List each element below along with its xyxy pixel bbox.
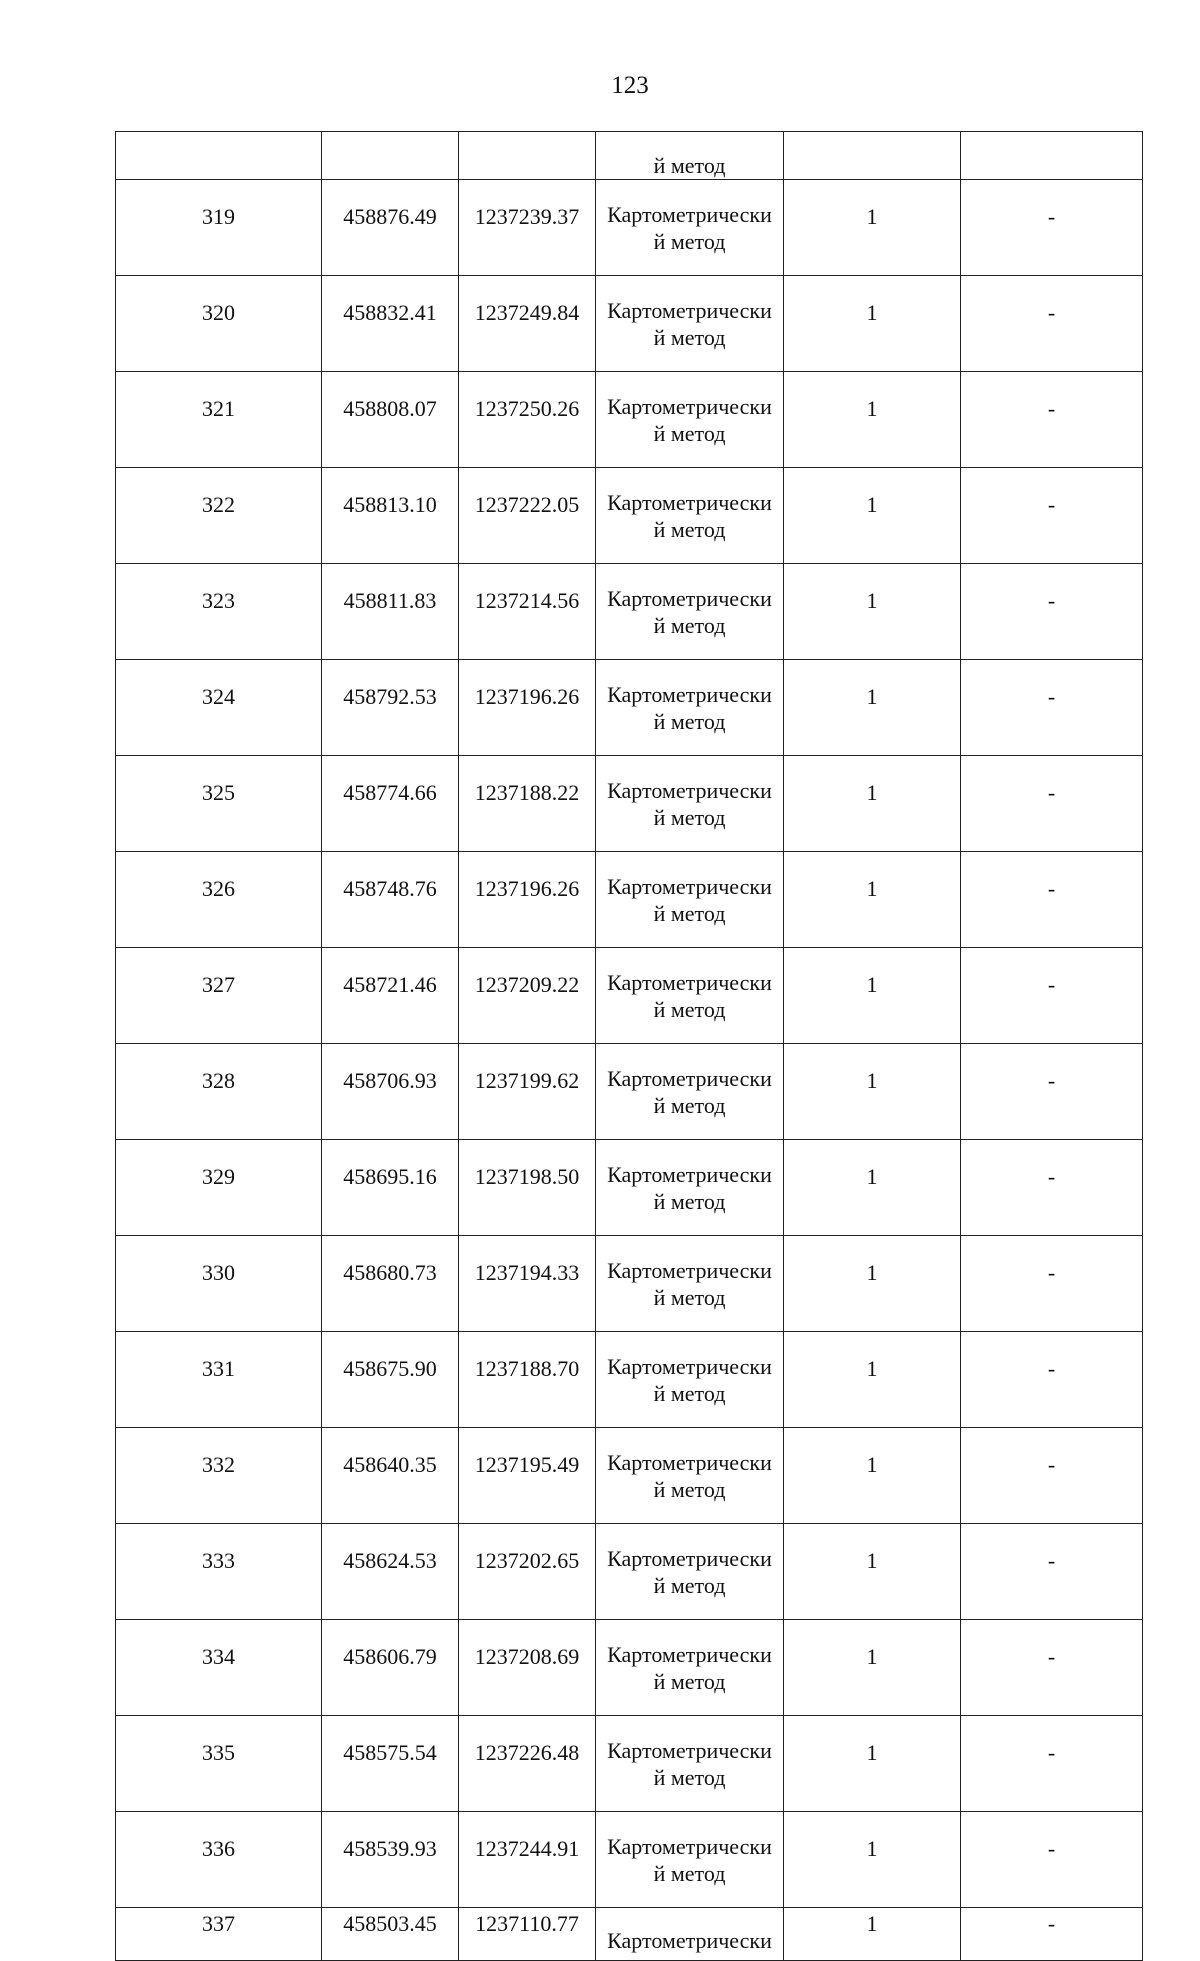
- method-text-line-1: Картометрически: [607, 1161, 772, 1187]
- cell-accuracy: 1: [784, 852, 961, 948]
- method-text-line-1: Картометрически: [607, 489, 772, 515]
- method-text-line-1: Картометрически: [607, 393, 772, 419]
- cell-x: 458575.54: [322, 1716, 459, 1812]
- cell-method: [596, 1812, 784, 1908]
- cell-x: 458680.73: [322, 1236, 459, 1332]
- cell-x: 458706.93: [322, 1044, 459, 1140]
- cell-y: 1237195.49: [459, 1428, 596, 1524]
- cell-accuracy: 1: [784, 660, 961, 756]
- cell-method: [596, 1140, 784, 1236]
- cell-accuracy: 1: [784, 1620, 961, 1716]
- table-row: [116, 948, 1143, 1044]
- cell-method: [596, 372, 784, 468]
- cell-point-id: 333: [116, 1524, 322, 1620]
- cell-x: 458811.83: [322, 564, 459, 660]
- cell-note: -: [961, 660, 1143, 756]
- cell-y: 1237110.77: [459, 1908, 596, 1961]
- cell-method: [596, 660, 784, 756]
- method-text-line-1: Картометрически: [607, 681, 772, 707]
- cell-y: 1237199.62: [459, 1044, 596, 1140]
- method-text-line-2: й метод: [653, 900, 726, 926]
- cell-note: [961, 132, 1143, 180]
- cell-point-id: 328: [116, 1044, 322, 1140]
- cell-point-id: 321: [116, 372, 322, 468]
- cell-method: [596, 1716, 784, 1812]
- cell-note: -: [961, 1044, 1143, 1140]
- cell-point-id: 324: [116, 660, 322, 756]
- cell-y: 1237202.65: [459, 1524, 596, 1620]
- page-number: 123: [611, 72, 649, 99]
- cell-note: -: [961, 1332, 1143, 1428]
- table-row: [116, 276, 1143, 372]
- cell-note: -: [961, 1524, 1143, 1620]
- cell-point-id: 332: [116, 1428, 322, 1524]
- method-text-line-2: й метод: [653, 1668, 726, 1694]
- cell-point-id: 325: [116, 756, 322, 852]
- cell-accuracy: 1: [784, 1428, 961, 1524]
- cell-y: 1237194.33: [459, 1236, 596, 1332]
- table-row: [116, 660, 1143, 756]
- cell-point-id: 336: [116, 1812, 322, 1908]
- table-row: [116, 1524, 1143, 1620]
- cell-accuracy: 1: [784, 1044, 961, 1140]
- cell-point-id: 337: [116, 1908, 322, 1961]
- cell-method: [596, 564, 784, 660]
- cell-x: 458832.41: [322, 276, 459, 372]
- cell-accuracy: 1: [784, 1908, 961, 1961]
- cell-method: [596, 276, 784, 372]
- cell-x: 458721.46: [322, 948, 459, 1044]
- cell-note: -: [961, 1908, 1143, 1961]
- table-row: [116, 1716, 1143, 1812]
- table-row-continued: [116, 132, 1143, 180]
- cell-y: 1237226.48: [459, 1716, 596, 1812]
- cell-point-id: 329: [116, 1140, 322, 1236]
- method-text-line-1: Картометрически: [607, 777, 772, 803]
- cell-y: 1237222.05: [459, 468, 596, 564]
- cell-point-id: 327: [116, 948, 322, 1044]
- cell-method: [596, 1236, 784, 1332]
- cell-point-id: 334: [116, 1620, 322, 1716]
- cell-method: [596, 1908, 784, 1961]
- table-row: [116, 756, 1143, 852]
- cell-x: 458640.35: [322, 1428, 459, 1524]
- cell-point-id: 319: [116, 180, 322, 276]
- cell-y: 1237208.69: [459, 1620, 596, 1716]
- cell-note: -: [961, 1428, 1143, 1524]
- cell-method: [596, 1524, 784, 1620]
- method-text-line-1: Картометрически: [607, 1545, 772, 1571]
- method-text-line-2: й метод: [653, 1476, 726, 1502]
- method-text-line-2: й метод: [653, 708, 726, 734]
- method-text-line-1: Картометрически: [607, 1833, 772, 1859]
- method-text-line-1: Картометрически: [607, 1928, 772, 1953]
- method-text-line-1: Картометрически: [607, 297, 772, 323]
- cell-point-id: 322: [116, 468, 322, 564]
- cell-note: -: [961, 564, 1143, 660]
- method-text-line-1: Картометрически: [607, 585, 772, 611]
- cell-point-id: 330: [116, 1236, 322, 1332]
- method-text-line-2: й метод: [653, 516, 726, 542]
- method-text-line-1: Картометрически: [607, 873, 772, 899]
- table-row: [116, 180, 1143, 276]
- cell-accuracy: 1: [784, 1524, 961, 1620]
- cell-note: -: [961, 852, 1143, 948]
- cell-x: 458695.16: [322, 1140, 459, 1236]
- cell-x: 458792.53: [322, 660, 459, 756]
- method-text-line-2: й метод: [653, 228, 726, 254]
- method-text-line-2: й метод: [653, 1860, 726, 1886]
- cell-note: -: [961, 276, 1143, 372]
- method-text-line-2: й метод: [653, 420, 726, 446]
- cell-accuracy: [784, 132, 961, 180]
- method-text-line-2: й метод: [653, 1092, 726, 1118]
- method-text-tail: й метод: [653, 153, 726, 178]
- method-text-line-2: й метод: [653, 1380, 726, 1406]
- cell-y: 1237239.37: [459, 180, 596, 276]
- cell-method: [596, 852, 784, 948]
- cell-accuracy: 1: [784, 1140, 961, 1236]
- method-text-line-2: й метод: [653, 1188, 726, 1214]
- method-text-line-1: Картометрически: [607, 1641, 772, 1667]
- method-text-line-2: й метод: [653, 324, 726, 350]
- cell-y: 1237188.22: [459, 756, 596, 852]
- cell-point-id: 331: [116, 1332, 322, 1428]
- cell-y: [459, 132, 596, 180]
- cell-note: -: [961, 372, 1143, 468]
- method-text-line-2: й метод: [653, 612, 726, 638]
- table-row: [116, 564, 1143, 660]
- cell-x: [322, 132, 459, 180]
- coordinates-table: [115, 131, 1143, 1961]
- cell-method: [596, 1620, 784, 1716]
- cell-x: 458813.10: [322, 468, 459, 564]
- table-row: [116, 852, 1143, 948]
- cell-method: [596, 1044, 784, 1140]
- cell-note: -: [961, 756, 1143, 852]
- table-row-last: [116, 1908, 1143, 1961]
- cell-accuracy: 1: [784, 372, 961, 468]
- cell-method: [596, 1332, 784, 1428]
- table-row: [116, 1044, 1143, 1140]
- method-text-line-2: й метод: [653, 1284, 726, 1310]
- method-text-line-2: й метод: [653, 804, 726, 830]
- cell-accuracy: 1: [784, 468, 961, 564]
- method-text-line-1: Картометрически: [607, 1353, 772, 1379]
- table-row: [116, 1140, 1143, 1236]
- cell-accuracy: 1: [784, 564, 961, 660]
- cell-y: 1237196.26: [459, 660, 596, 756]
- cell-method: [596, 948, 784, 1044]
- cell-x: 458808.07: [322, 372, 459, 468]
- cell-y: 1237196.26: [459, 852, 596, 948]
- method-text-line-1: Картометрически: [607, 201, 772, 227]
- cell-x: 458503.45: [322, 1908, 459, 1961]
- method-text-line-1: Картометрически: [607, 969, 772, 995]
- cell-method: [596, 1428, 784, 1524]
- cell-method: [596, 180, 784, 276]
- cell-note: -: [961, 948, 1143, 1044]
- cell-accuracy: 1: [784, 948, 961, 1044]
- method-text-line-1: Картометрически: [607, 1737, 772, 1763]
- cell-accuracy: 1: [784, 1236, 961, 1332]
- method-text-line-1: Картометрически: [607, 1257, 772, 1283]
- cell-y: 1237249.84: [459, 276, 596, 372]
- cell-note: -: [961, 180, 1143, 276]
- cell-method: [596, 468, 784, 564]
- cell-point-id: 323: [116, 564, 322, 660]
- table-row: [116, 1332, 1143, 1428]
- cell-y: 1237244.91: [459, 1812, 596, 1908]
- table-row: [116, 1236, 1143, 1332]
- cell-y: 1237188.70: [459, 1332, 596, 1428]
- cell-accuracy: 1: [784, 756, 961, 852]
- cell-point-id: 320: [116, 276, 322, 372]
- cell-note: -: [961, 1236, 1143, 1332]
- method-text-line-2: й метод: [653, 996, 726, 1022]
- cell-x: 458675.90: [322, 1332, 459, 1428]
- cell-x: 458624.53: [322, 1524, 459, 1620]
- cell-note: -: [961, 1620, 1143, 1716]
- cell-accuracy: 1: [784, 1812, 961, 1908]
- cell-x: 458748.76: [322, 852, 459, 948]
- cell-note: -: [961, 1812, 1143, 1908]
- cell-method: [596, 132, 784, 180]
- cell-note: -: [961, 1140, 1143, 1236]
- cell-x: 458774.66: [322, 756, 459, 852]
- method-text-line-2: й метод: [653, 1572, 726, 1598]
- table-row: [116, 372, 1143, 468]
- cell-point-id: 326: [116, 852, 322, 948]
- cell-accuracy: 1: [784, 180, 961, 276]
- table-row: [116, 468, 1143, 564]
- cell-method: [596, 756, 784, 852]
- cell-x: 458876.49: [322, 180, 459, 276]
- cell-accuracy: 1: [784, 276, 961, 372]
- cell-x: 458539.93: [322, 1812, 459, 1908]
- method-text-line-2: й метод: [653, 1764, 726, 1790]
- cell-point-id: 335: [116, 1716, 322, 1812]
- cell-y: 1237209.22: [459, 948, 596, 1044]
- cell-x: 458606.79: [322, 1620, 459, 1716]
- table-row: [116, 1428, 1143, 1524]
- cell-accuracy: 1: [784, 1332, 961, 1428]
- table-row: [116, 1812, 1143, 1908]
- cell-note: -: [961, 468, 1143, 564]
- method-text-line-1: Картометрически: [607, 1065, 772, 1091]
- cell-y: 1237250.26: [459, 372, 596, 468]
- cell-y: 1237214.56: [459, 564, 596, 660]
- cell-y: 1237198.50: [459, 1140, 596, 1236]
- cell-point-id: [116, 132, 322, 180]
- cell-note: -: [961, 1716, 1143, 1812]
- method-text-line-1: Картометрически: [607, 1449, 772, 1475]
- cell-accuracy: 1: [784, 1716, 961, 1812]
- table-row: [116, 1620, 1143, 1716]
